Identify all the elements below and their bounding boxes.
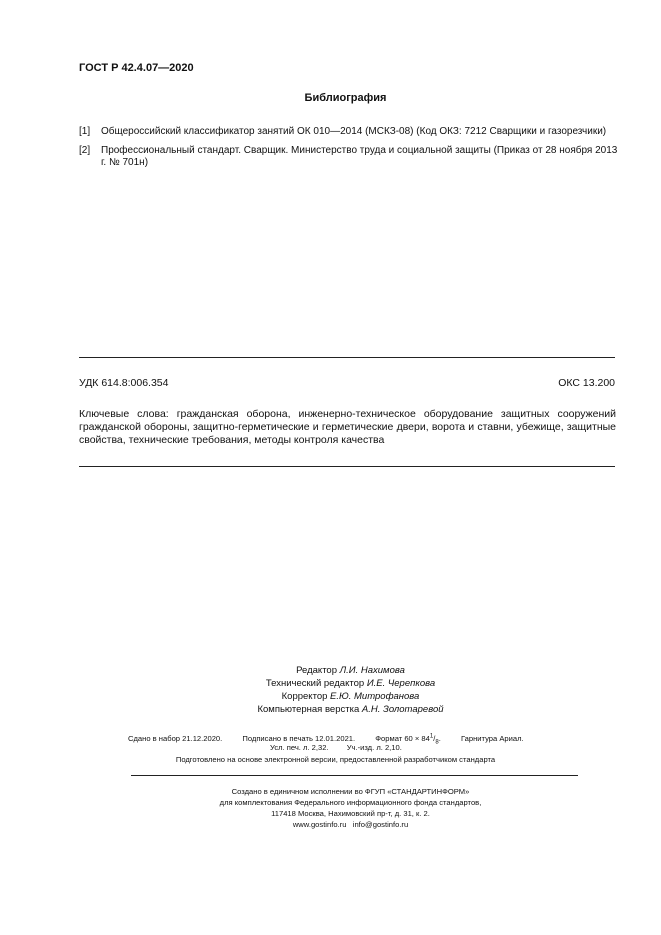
document-header-code: ГОСТ Р 42.4.07—2020 (79, 62, 194, 74)
bibliography-item (79, 126, 619, 138)
credit-layout: Компьютерная верстка А.Н. Золотаревой (257, 704, 444, 715)
divider-top (79, 357, 615, 358)
bibliography-item-text: Общероссийский классификатор занятий ОК 010—2014 (МСКЗ-08) (Код ОКЗ: 7212 Сварщики и газорезчики) (101, 126, 607, 137)
credit-editor: Редактор Л.И. Нахимова (296, 665, 405, 676)
typeface: Гарнитура Ариал. (460, 733, 524, 743)
divider-keywords (79, 466, 615, 467)
udk-code: УДК 614.8:006.354 (79, 377, 169, 389)
keywords-text: Ключевые слова: гражданская оборона, инженерно-техническое оборудование защитных сооружений гражданской обороны, защитно-герметические и герметические двери, ворота и ставни, убежище, защитные свойства, технические требования, методы контроля качества (79, 408, 616, 446)
bibliography-title: Библиография (304, 92, 387, 104)
credit-corrector: Корректор Е.Ю. Митрофанова (281, 691, 420, 702)
bibliography-item-number: [2] (79, 145, 91, 156)
signed-date: Подписано в печать 12.01.2021. (242, 733, 356, 743)
print-sheets-row (270, 742, 418, 753)
publisher-email[interactable]: info@gostinfo.ru (352, 820, 409, 829)
credit-tech-editor: Технический редактор И.Е. Черепкова (265, 678, 436, 689)
publisher-address: 117418 Москва, Нахимовский пр-т, д. 31, к. 2. (271, 809, 430, 818)
publication-sheets: Уч.-изд. л. 2,10. (346, 743, 402, 752)
prepared-note: Подготовлено на основе электронной версии, предоставленной разработчиком стандарта (175, 755, 496, 764)
submitted-date: Сдано в набор 21.12.2020. (128, 733, 223, 743)
divider-publisher (131, 775, 578, 776)
publisher-contacts (40, 819, 661, 830)
paper-format: Формат $60 \times 84^1/_8$. (375, 733, 441, 746)
publisher-line: для комплектования Федерального информационного фонда стандартов, (219, 798, 482, 807)
editorial-credits (0, 664, 661, 716)
publisher-line: Создано в единичном исполнении во ФГУП «СТАНДАРТИНФОРМ» (231, 787, 470, 796)
oks-code: ОКС 13.200 (558, 377, 615, 389)
bibliography-item-number: [1] (79, 126, 91, 137)
print-sheets: Усл. печ. л. 2,32. (270, 743, 329, 752)
bibliography-item (79, 145, 619, 169)
publisher-website[interactable]: www.gostinfo.ru (292, 820, 347, 829)
publisher-info (0, 786, 661, 830)
bibliography-item-text: Профессиональный стандарт. Сварщик. Министерство труда и социальной защиты (Приказ от 28 ноября 2013 г. № 701н) (101, 145, 618, 168)
